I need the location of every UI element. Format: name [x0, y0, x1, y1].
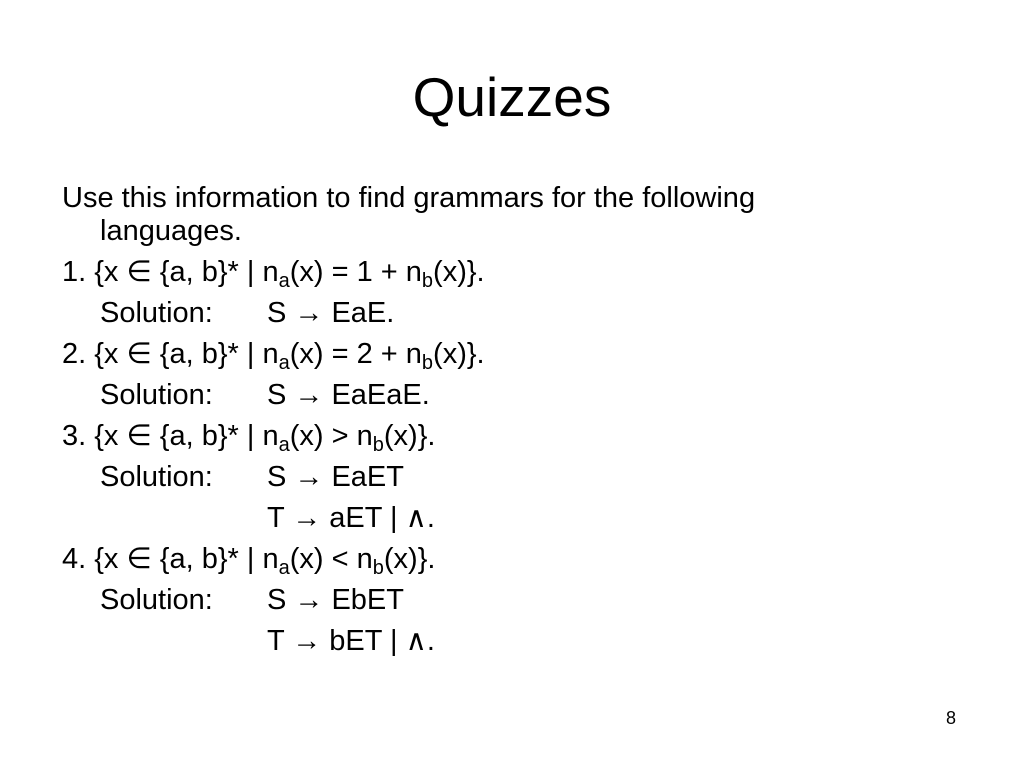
quiz-item-number: 1.: [62, 256, 87, 288]
quiz-item-4-solution: [100, 582, 404, 618]
language-set-prefix: {x ∈ {a, b}* | n: [94, 543, 279, 575]
grammar-rule: S → EaET: [267, 461, 404, 493]
quiz-item-2-solution: [100, 377, 430, 413]
page-number: 8: [946, 708, 957, 728]
intro-text-line-2: languages.: [100, 215, 242, 247]
quiz-item-number: 3.: [62, 420, 87, 452]
quiz-item-number: 4.: [62, 543, 87, 575]
quiz-item-1-solution: [100, 295, 394, 331]
language-set-suffix: (x)}.: [383, 420, 436, 452]
solution-label: Solution:: [100, 461, 213, 493]
solution-label: Solution:: [100, 297, 213, 329]
solution-label: Solution:: [100, 379, 213, 411]
language-set-prefix: {x ∈ {a, b}* | n: [94, 256, 279, 288]
quiz-item-4-rule-2: T → bET | ∧.: [267, 625, 435, 657]
language-set-suffix: (x)}.: [433, 256, 485, 288]
quiz-item-4-language: [62, 541, 435, 577]
language-set-middle: (x) = 1 + n: [289, 256, 422, 288]
subscript-a: a: [278, 557, 290, 579]
quiz-item-3-solution: [100, 459, 404, 495]
language-set-prefix: {x ∈ {a, b}* | n: [94, 338, 279, 370]
subscript-b: b: [372, 434, 384, 456]
quiz-item-1-language: [62, 254, 485, 290]
grammar-rule: S → EbET: [267, 584, 404, 616]
subscript-b: b: [421, 352, 434, 374]
grammar-rule: S → EaE.: [267, 297, 395, 329]
subscript-a: a: [278, 352, 290, 374]
intro-text-line-1: Use this information to find grammars for the following: [62, 182, 756, 214]
slide-title: Quizzes: [412, 66, 612, 128]
language-set-middle: (x) > n: [289, 420, 373, 452]
language-set-middle: (x) < n: [289, 543, 373, 575]
subscript-a: a: [278, 434, 290, 456]
subscript-b: b: [372, 557, 384, 579]
language-set-suffix: (x)}.: [433, 338, 485, 370]
language-set-middle: (x) = 2 + n: [289, 338, 422, 370]
quiz-item-3-language: [62, 418, 435, 454]
language-set-prefix: {x ∈ {a, b}* | n: [94, 420, 279, 452]
quiz-item-2-language: [62, 336, 485, 372]
subscript-a: a: [278, 270, 290, 292]
grammar-rule: S → EaEaE.: [267, 379, 430, 411]
subscript-b: b: [421, 270, 434, 292]
quiz-item-number: 2.: [62, 338, 87, 370]
solution-label: Solution:: [100, 584, 213, 616]
quiz-item-3-rule-2: T → aET | ∧.: [267, 502, 435, 534]
language-set-suffix: (x)}.: [383, 543, 436, 575]
